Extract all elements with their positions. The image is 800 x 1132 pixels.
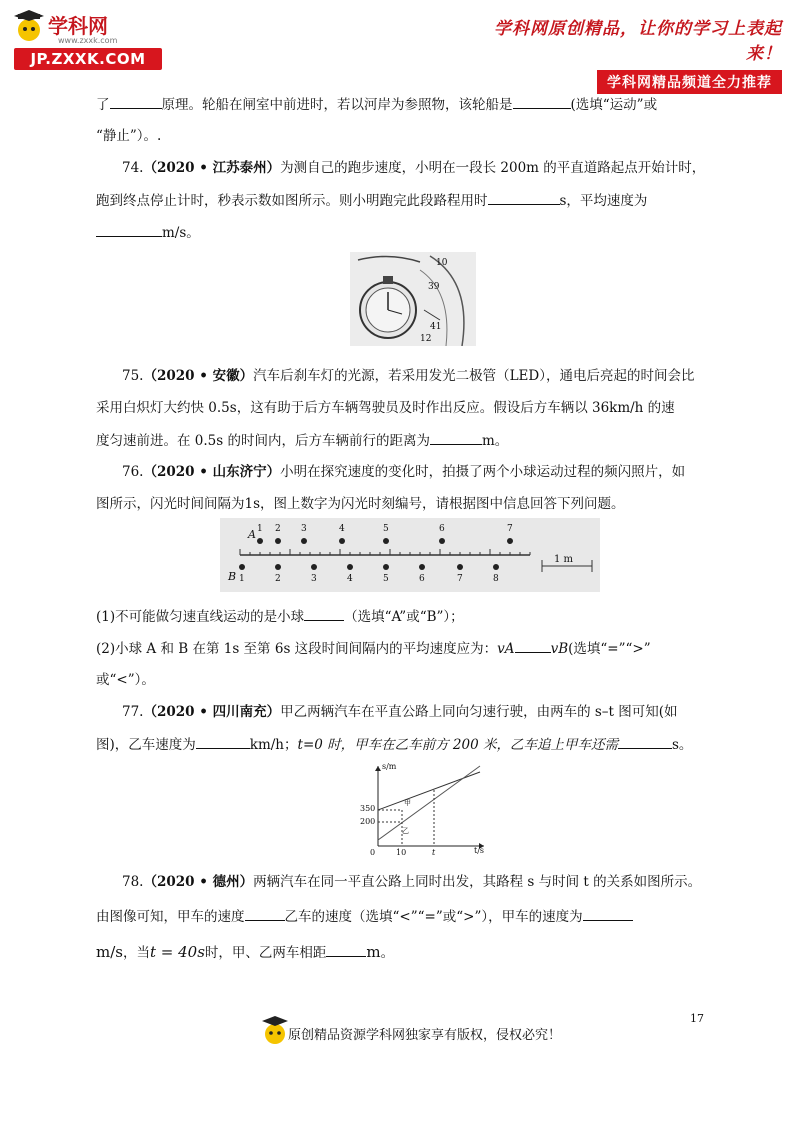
graph-xlabel: t/s [474, 846, 485, 855]
tick-39: 39 [428, 282, 440, 292]
q75-line1: 75.（2020 • 安徽）汽车后刹车灯的光源，若采用发光二极管（LED），通电后亮起的时间会比 [122, 368, 695, 384]
q76-sub2: (2)小球 A 和 B 在第 1s 至第 6s 这段时间间隔内的平均速度应为：vA vB(选填“=”“>” [96, 638, 651, 659]
a-ball [507, 538, 513, 544]
a-ball [257, 538, 263, 544]
a-ball-number: 7 [507, 524, 513, 534]
scale-label: 1 m [554, 554, 574, 565]
tick-12: 12 [420, 334, 432, 344]
q73-line1: 了 原理。轮船在闸室中前进时，若以河岸为参照物，该轮船是 (选填“运动”或 [96, 94, 657, 115]
b-ball-number: 4 [347, 574, 353, 584]
b-ball [347, 564, 353, 570]
q78-line2: 由图像可知，甲车的速度 乙车的速度（选填“<”“=”或“>”），甲车的速度为 [96, 906, 633, 927]
q77-line1: 77.（2020 • 四川南充）甲乙两辆汽车在平直公路上同向匀速行驶，由两车的 s–t 图可知(如 [122, 704, 678, 720]
graph-yi: 乙 [402, 827, 409, 835]
q74-line3: m/s。 [96, 222, 200, 243]
b-ball [383, 564, 389, 570]
q76-line2: 图所示，闪光时间间隔为1s，图上数字为闪光时刻编号，请根据图中信息回答下列问题。 [96, 496, 625, 512]
label-a: A [248, 528, 256, 541]
b-ball [493, 564, 499, 570]
st-graph-svg [360, 762, 490, 860]
graph-y200: 200 [360, 817, 376, 826]
graph-x0: 0 [370, 848, 376, 857]
a-ball-number: 6 [439, 524, 445, 534]
b-ball [275, 564, 281, 570]
header-tagline: 学科网精品频道全力推荐 [597, 70, 782, 94]
graph-xt: t [432, 848, 436, 857]
site-logo [14, 10, 164, 72]
logo-name: 学科网 [48, 14, 108, 38]
b-ball-number: 5 [383, 574, 389, 584]
page-number: 17 [690, 1012, 704, 1025]
tick-10: 10 [436, 258, 448, 268]
graph-x10: 10 [396, 848, 407, 857]
label-b: B [228, 570, 237, 583]
b-ball-number: 2 [275, 574, 281, 584]
graph-ylabel: s/m [382, 762, 397, 771]
b-ball [457, 564, 463, 570]
b-ball [419, 564, 425, 570]
logo-sub: www.zxxk.com [58, 36, 118, 45]
a-ball-number: 1 [257, 524, 263, 534]
footer-text: 原创精品资源学科网独家享有版权，侵权必究！ [288, 1028, 562, 1043]
q73-line2: “静止”）。. [96, 128, 162, 144]
q75-line3: 度匀速前进。在 0.5s 的时间内，后方车辆前行的距离为 m。 [96, 430, 508, 451]
a-ball-number: 5 [383, 524, 389, 534]
a-ball [339, 538, 345, 544]
q77-line2: 图)，乙车速度为 km/h；t=0 时，甲车在乙车前方 200 米，乙车追上甲车还需 s。 [96, 734, 692, 755]
strobe-figure [220, 518, 600, 592]
b-ball-number: 6 [419, 574, 425, 584]
b-ball [311, 564, 317, 570]
b-ball-number: 8 [493, 574, 499, 584]
q74-line2: 跑到终点停止计时，秒表示数如图所示。则小明跑完此段路程用时 s，平均速度为 [96, 190, 647, 211]
footer-mascot-icon [262, 1016, 288, 1046]
a-ball-number: 2 [275, 524, 281, 534]
q78-line1: 78.（2020 • 德州）两辆汽车在同一平直公路上同时出发，其路程 s 与时间 t 的关系如图所示。 [122, 874, 702, 890]
b-ball [239, 564, 245, 570]
q76-sub2-end: 或“<”）。 [96, 672, 155, 688]
graph-jia: 甲 [404, 799, 411, 807]
q74-line1: 74.（2020 • 江苏泰州）为测自己的跑步速度，小明在一段长 200m 的平直道路起点开始计时， [122, 160, 706, 176]
q76-sub1: (1)不可能做匀速直线运动的是小球 （选填“A”或“B”）； [96, 606, 464, 627]
st-graph [360, 762, 490, 860]
a-ball [275, 538, 281, 544]
logo-url: JP.ZXXK.COM [14, 48, 162, 70]
b-ball-number: 1 [239, 574, 245, 584]
a-ball-number: 4 [339, 524, 345, 534]
footer [262, 1016, 602, 1050]
q76-line1: 76.（2020 • 山东济宁）小明在探究速度的变化时，拍摄了两个小球运动过程的频闪照片，如 [122, 464, 686, 480]
b-ball-number: 7 [457, 574, 463, 584]
tick-41: 41 [430, 322, 442, 332]
stopwatch-icon [350, 252, 476, 346]
q78-line3: m/s，当t = 40s时，甲、乙两车相距 m。 [96, 943, 395, 961]
a-ball [383, 538, 389, 544]
stopwatch-figure [350, 252, 476, 346]
mascot-icon [14, 10, 44, 44]
b-ball-number: 3 [311, 574, 317, 584]
q75-line2: 采用白炽灯大约快 0.5s，这有助于后方车辆驾驶员及时作出反应。假设后方车辆以 36km/h 的速 [96, 400, 675, 416]
header-slogan: 学科网原创精品，让你的学习上表起来！ [494, 19, 782, 64]
a-ball-number: 3 [301, 524, 307, 534]
a-ball [301, 538, 307, 544]
header-right [482, 14, 782, 94]
graph-y350: 350 [360, 804, 376, 813]
a-ball [439, 538, 445, 544]
